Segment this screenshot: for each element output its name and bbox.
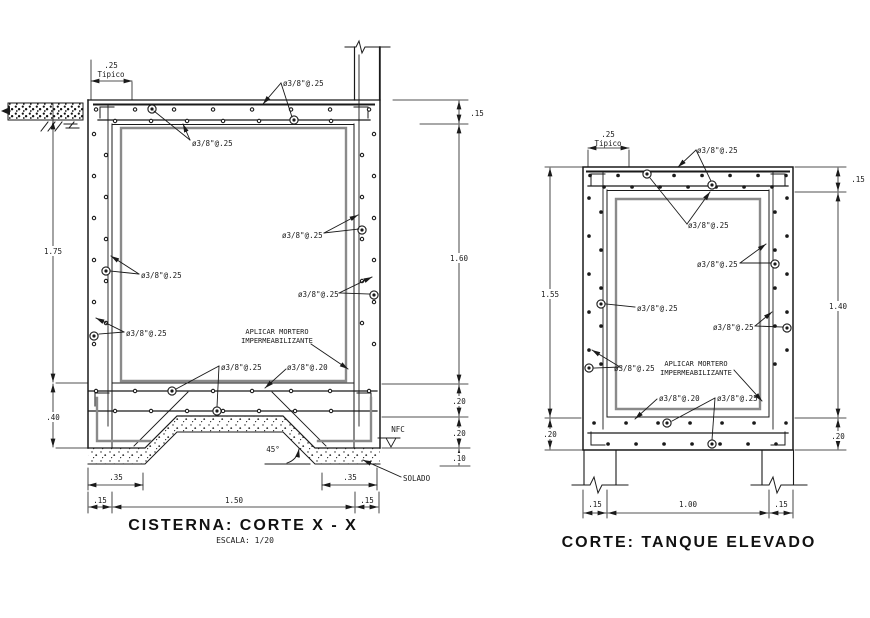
dim-depth: 1.75	[43, 247, 63, 256]
dim-screed: .10	[452, 454, 466, 463]
tank-rebar-label-top: ø3/8"@.25	[697, 146, 738, 155]
tank-rebar-label-bottom-dist: ø3/8"@.20	[659, 394, 700, 403]
cistern-section-drawing	[1, 41, 484, 545]
tank-rebar-label-left-lower: ø3/8"@.25	[614, 364, 655, 373]
rebar-label-top-inner: ø3/8"@.25	[192, 139, 233, 148]
tank-rebar-label-bottom: ø3/8"@.25	[717, 394, 758, 403]
tank-dim-base-left: .20	[543, 430, 557, 439]
mortar-lining	[97, 128, 371, 441]
dim-step2: .20	[452, 429, 466, 438]
cistern-concrete-outline	[88, 47, 380, 464]
tank-dimension-lines	[545, 148, 846, 518]
dim-span: 1.50	[224, 496, 244, 505]
mortar-note-line2: IMPERMEABILIZANTE	[241, 337, 313, 345]
tank-rebar-label-right-mid: ø3/8"@.25	[713, 323, 754, 332]
tank-dim-interior: 1.40	[828, 302, 848, 311]
tank-dim-wall-left: .15	[588, 500, 602, 509]
dim-wall-right: .15	[360, 496, 374, 505]
ground-level-hatch	[1, 103, 83, 131]
dim-tipico-word: Tipico	[97, 70, 125, 79]
nfc-label: NFC	[391, 425, 405, 434]
tank-mortar-note-line1: APLICAR MORTERO	[664, 360, 728, 368]
dim-toe-right: .35	[343, 473, 357, 482]
dim-slab: .15	[470, 109, 484, 118]
tank-rebar-label-top-inner: ø3/8"@.25	[688, 221, 729, 230]
left-drawing-scale: ESCALA: 1/20	[216, 536, 274, 545]
tank-dim-tipico-word: Tipico	[594, 139, 622, 148]
rebar-label-right-upper: ø3/8"@.25	[282, 231, 323, 240]
dim-step1: .20	[452, 397, 466, 406]
rebar-label-bottom-dist: ø3/8"@.20	[287, 363, 328, 372]
rebar-label-top: ø3/8"@.25	[283, 79, 324, 88]
angle-label: 45°	[266, 445, 280, 454]
rebar-label-right-mid: ø3/8"@.25	[298, 290, 339, 299]
solado-label: SOLADO	[403, 474, 431, 483]
nfc-level-marker	[378, 438, 400, 447]
tank-rebar-label-right-upper: ø3/8"@.25	[697, 260, 738, 269]
rebar-label-bottom: ø3/8"@.25	[221, 363, 262, 372]
tank-dim-wall-right: .15	[774, 500, 788, 509]
wall-break-stub	[345, 41, 390, 100]
dim-interior: 1.60	[449, 254, 469, 263]
tank-dim-slab: .15	[851, 175, 865, 184]
elevated-tank-section-drawing	[536, 130, 865, 551]
tank-rebar-label-left-upper: ø3/8"@.25	[637, 304, 678, 313]
left-drawing-title: CISTERNA: CORTE X - X	[128, 517, 358, 534]
tank-mortar-note-line2: IMPERMEABILIZANTE	[660, 369, 732, 377]
right-drawing-title: CORTE: TANQUE ELEVADO	[561, 534, 817, 551]
rebar-label-left-mid: ø3/8"@.25	[141, 271, 182, 280]
support-columns	[572, 450, 807, 493]
dim-tipico-value: .25	[104, 61, 118, 70]
rebar-label-left-lower: ø3/8"@.25	[126, 329, 167, 338]
dim-wall-left: .15	[93, 496, 107, 505]
tank-dim-span: 1.00	[678, 500, 698, 509]
tank-dim-tipico-value: .25	[601, 130, 615, 139]
tank-dim-height: 1.55	[540, 290, 560, 299]
mortar-note-line1: APLICAR MORTERO	[245, 328, 309, 336]
tank-dim-base-right: .20	[831, 432, 845, 441]
dim-toe-left: .35	[109, 473, 123, 482]
tank-rebar-dots	[589, 176, 787, 445]
dim-base: .40	[46, 413, 60, 422]
tank-concrete-outline	[583, 167, 793, 450]
